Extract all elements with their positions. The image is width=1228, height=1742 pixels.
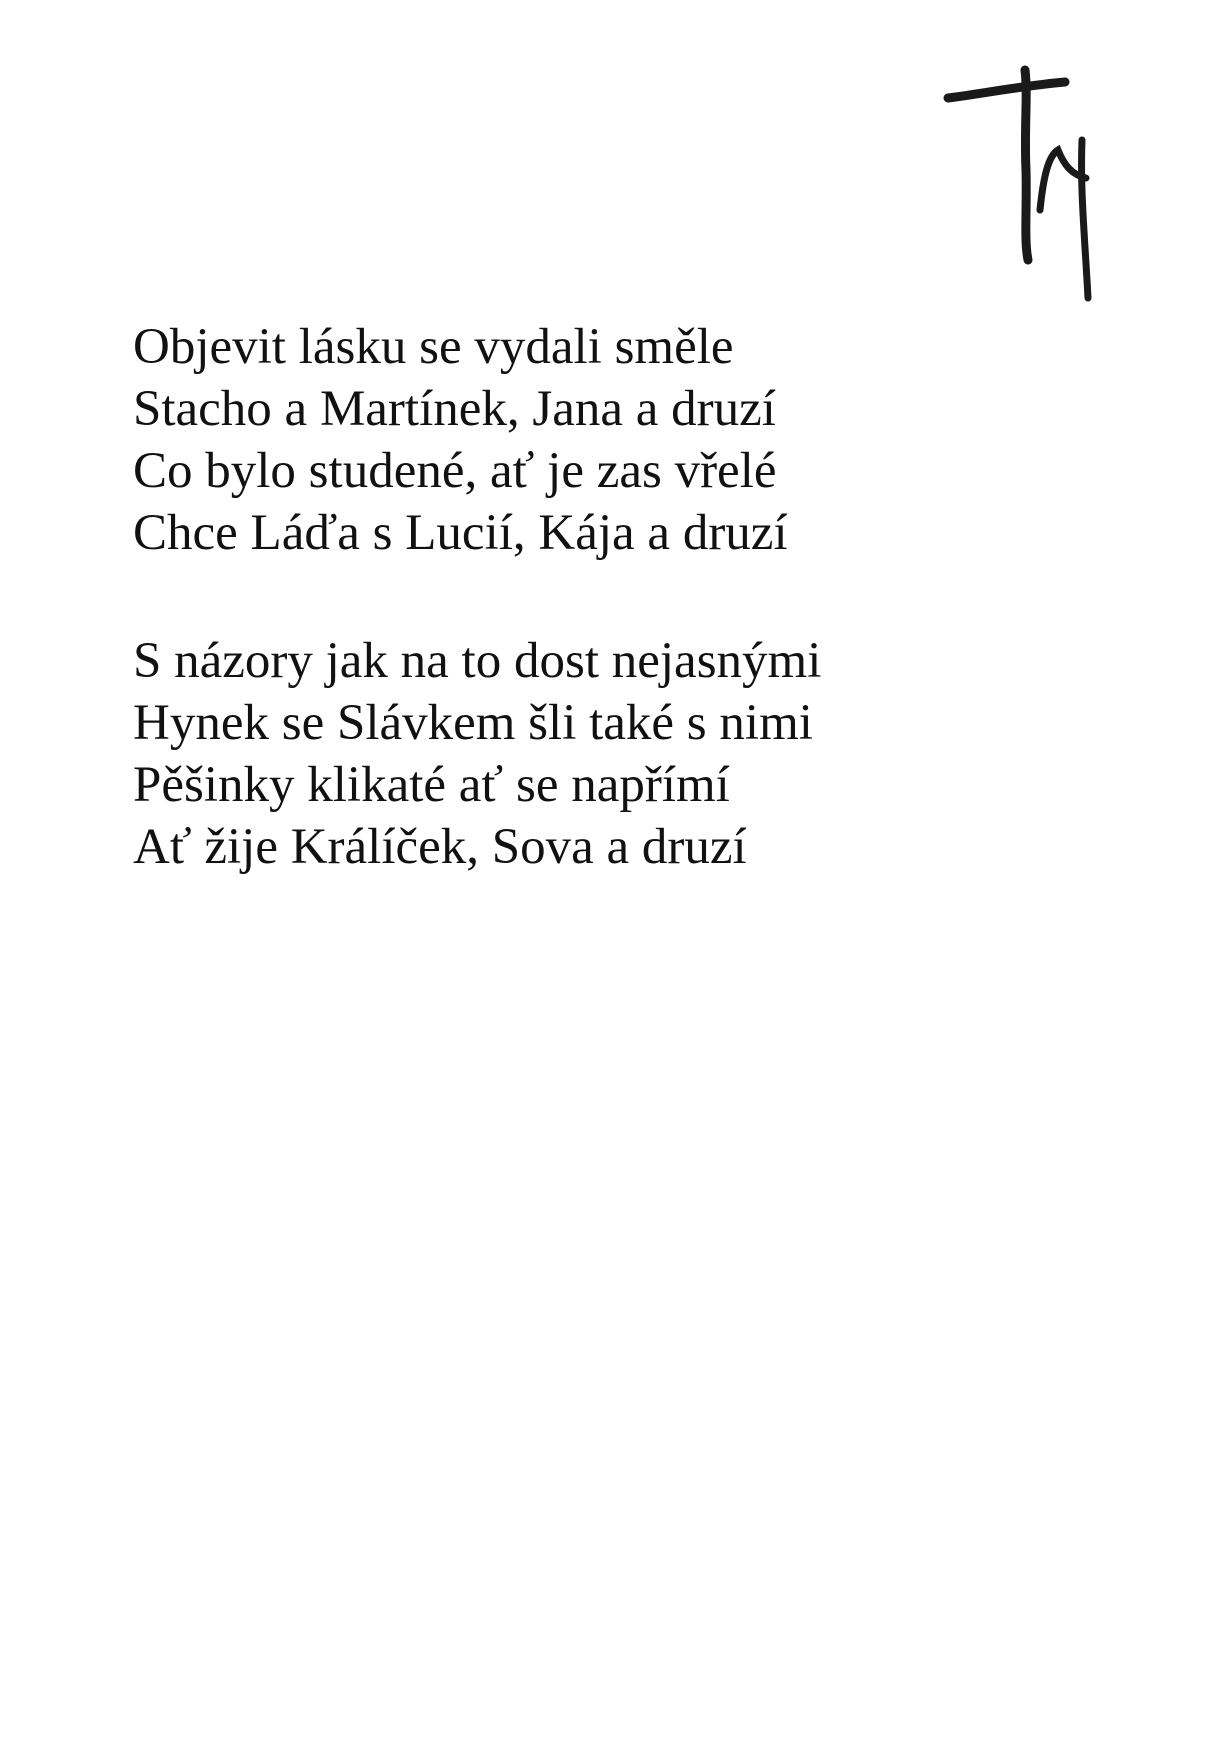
poem-line: Stacho a Martínek, Jana a druzí (133, 381, 776, 437)
poem-line: Ať žije Králíček, Sova a druzí (133, 819, 747, 875)
poem-line: Hynek se Slávkem šli také s nimi (133, 695, 813, 751)
handwritten-initials-icon (940, 60, 1100, 310)
poem-line: Co bylo studené, ať je zas vřelé (133, 443, 777, 499)
stanza-1 (133, 316, 1133, 564)
poem-line: S názory jak na to dost nejasnými (133, 633, 822, 689)
poem-line: Chce Láďa s Lucií, Kája a druzí (133, 505, 788, 561)
poem-line: Objevit lásku se vydali směle (133, 319, 734, 375)
poem-line: Pěšinky klikaté ať se napřímí (133, 757, 730, 813)
poem (133, 316, 1133, 878)
stanza-2 (133, 630, 1133, 878)
